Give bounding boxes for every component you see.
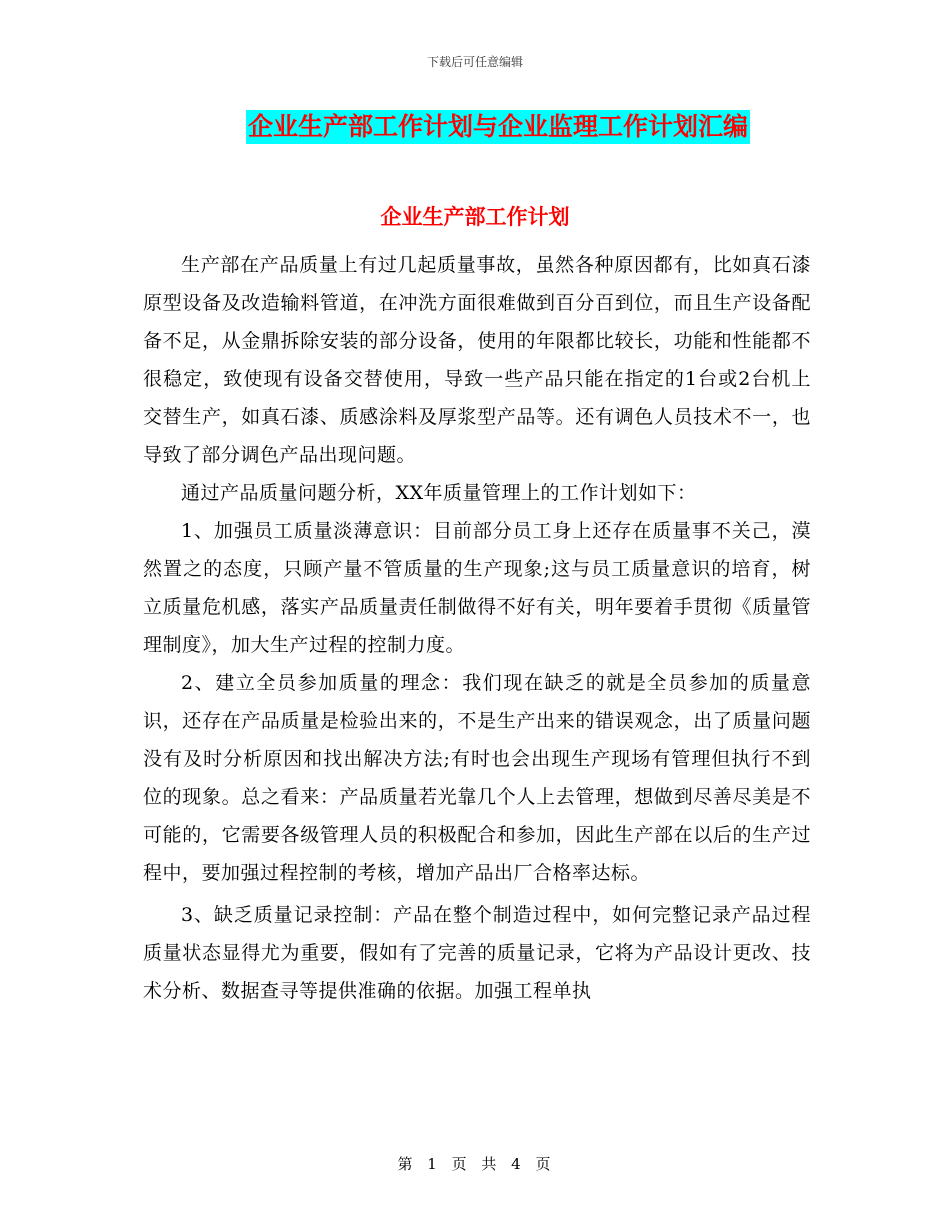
section-title: 企业生产部工作计划 xyxy=(380,205,570,229)
paragraph-intro: 生产部在产品质量上有过几起质量事故，虽然各种原因都有，比如真石漆原型设备及改造输料管道，在冲洗方面很难做到百分百到位，而且生产设备配备不足，从金鼎拆除安装的部分设备，使用的年限都比较长，功能和性能都不很稳定，致使现有设备交替使用，导致一些产品只能在指定的1台或2台机上交替生产，如真石漆、质感涂料及厚浆型产品等。还有调色人员技术不一，也导致了部分调色产品出现问题。 xyxy=(143,254,811,466)
document-title-container xyxy=(0,110,950,144)
document-title: 企业生产部工作计划与企业监理工作计划汇编 xyxy=(246,110,750,144)
paragraph-plan-lead: 通过产品质量问题分析，XX年质量管理上的工作计划如下： xyxy=(181,482,697,504)
paragraph-item-2: 2、建立全员参加质量的理念：我们现在缺乏的就是全员参加的质量意识，还存在产品质量是检验出来的，不是生产出来的错误观念，出了质量问题没有及时分析原因和找出解决方法;有时也会出现生产现场有管理但执行不到位的现象。总之看来：产品质量若光靠几个人上去管理，想做到尽善尽美是不可能的，它需要各级管理人员的积极配合和参加，因此生产部在以后的生产过程中，要加强过程控制的考核，增加产品出厂合格率达标。 xyxy=(143,672,811,884)
page-footer: 第 1 页 共 4 页 xyxy=(397,1155,553,1173)
paragraph-item-3: 3、缺乏质量记录控制：产品在整个制造过程中，如何完整记录产品过程质量状态显得尤为重要，假如有了完善的质量记录，它将为产品设计更改、技术分析、数据查寻等提供准确的依据。加强工程单执 xyxy=(143,904,811,1002)
document-body xyxy=(143,246,811,1010)
paragraph-item-1: 1、加强员工质量淡薄意识：目前部分员工身上还存在质量事不关己，漠然置之的态度，只顾产量不管质量的生产现象;这与员工质量意识的培育，树立质量危机感，落实产品质量责任制做得不好有关，明年要着手贯彻《质量管理制度》，加大生产过程的控制力度。 xyxy=(143,520,811,656)
header-note: 下载后可任意编辑 xyxy=(426,55,523,69)
